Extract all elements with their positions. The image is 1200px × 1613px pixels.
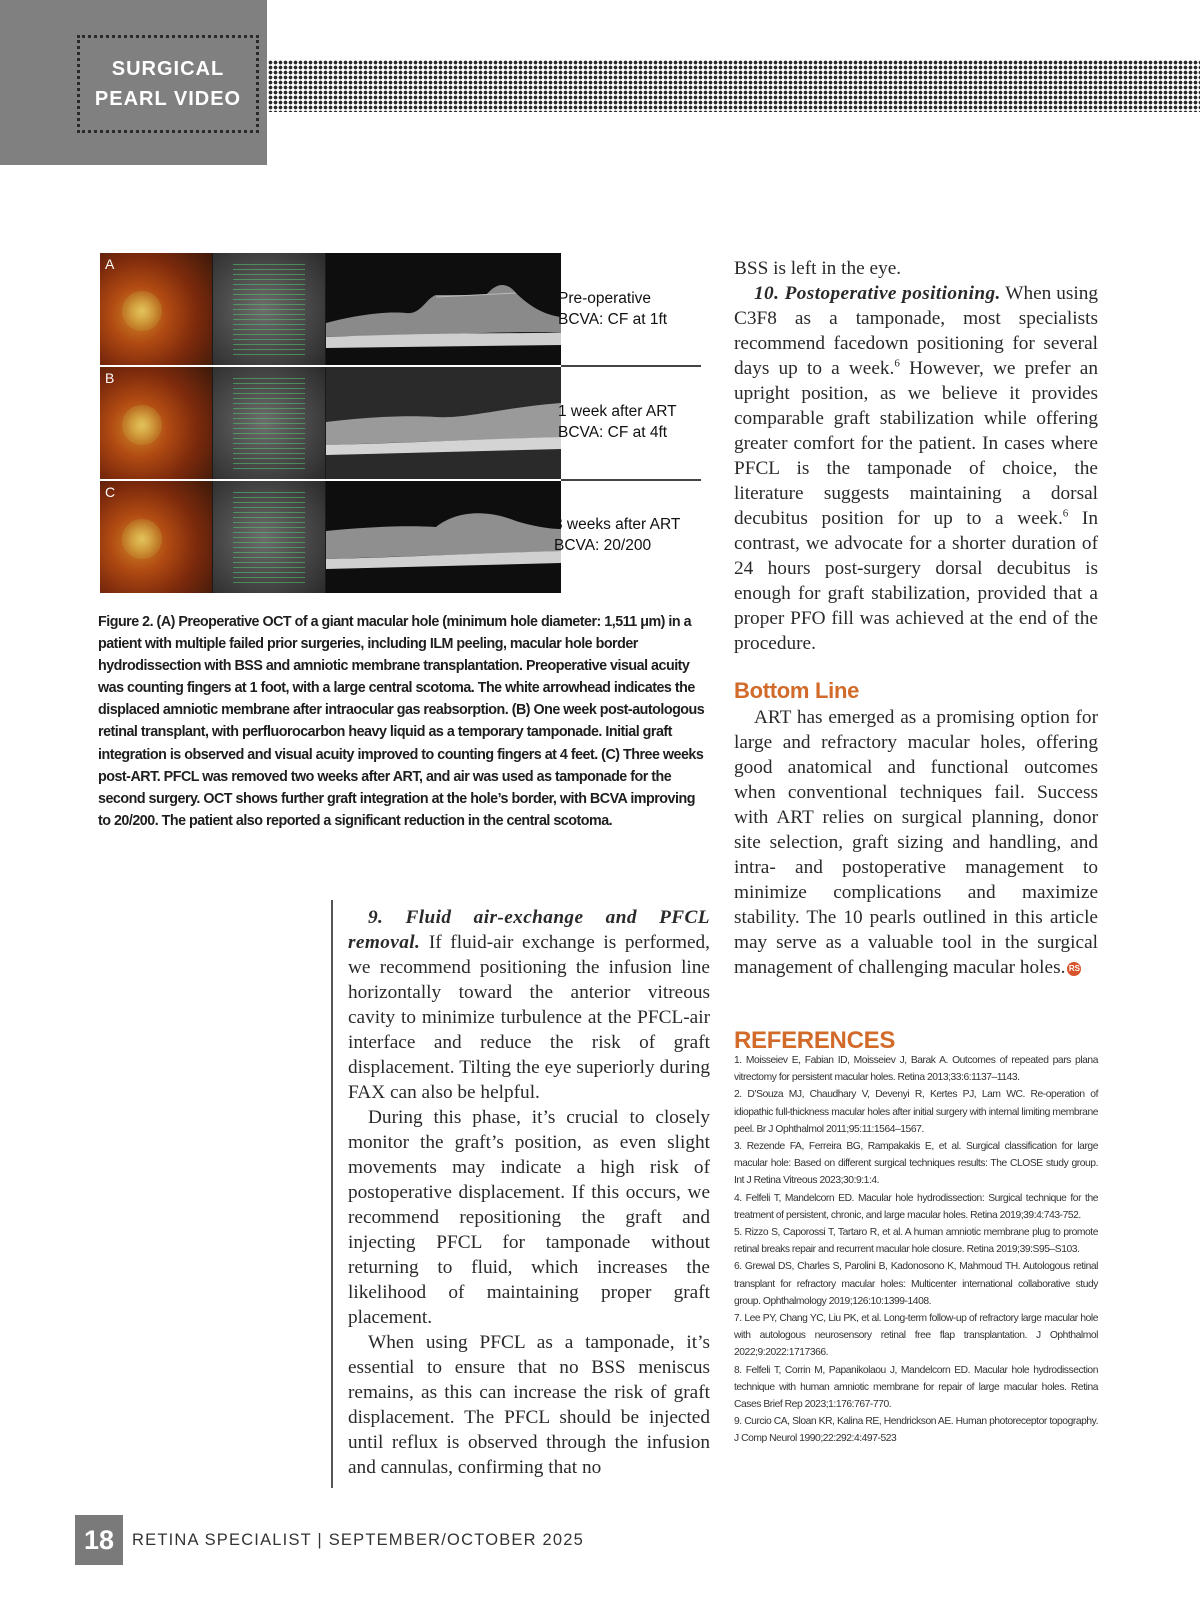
paragraph — [734, 281, 1098, 656]
panel-b-label-line1: 1 week after ART — [558, 403, 677, 420]
oct-scan-image — [326, 367, 561, 479]
infrared-scan-image — [213, 253, 325, 365]
fundus-photo — [100, 253, 212, 365]
panel-c-label — [554, 514, 680, 556]
figure-2 — [100, 253, 705, 593]
fundus-photo — [100, 481, 212, 593]
panel-b-label-line2: BCVA: CF at 4ft — [558, 424, 668, 441]
section-label-line1: SURGICAL — [111, 58, 225, 80]
reference-item: 1. Moisseiev E, Fabian ID, Moisseiev J, Barak A. Outcomes of repeated pars plana vitrectomy for persistent macular holes. Retina 2013;33:6:1137–1143. — [734, 1055, 1098, 1084]
bottom-line-heading: Bottom Line — [734, 678, 860, 703]
panel-letter: A — [105, 256, 115, 272]
reference-item: 7. Lee PY, Chang YC, Liu PK, et al. Long-term follow-up of refractory large macular hole with autologous neurosensory retinal free flap transplantation. J Ophthalmol 2022;9:2022:1717366. — [734, 1313, 1098, 1359]
panel-a-label-line1: Pre-operative — [558, 290, 652, 307]
paragraph: When using PFCL as a tamponade, it’s essential to ensure that no BSS meniscus remains, as this can increase the risk of graft displacement. The PFCL should be injected until reflux is observed through the infusion and cannulas, confirming that no — [348, 1332, 710, 1478]
panel-b-label — [558, 401, 677, 443]
paragraph: BSS is left in the eye. — [734, 258, 902, 279]
paragraph-text: ART has emerged as a promising option for large and refractory macular holes, offering good anatomical and functional outcomes when conventional techniques fail. Success with ART relies on surgical planning, donor site selection, graft sizing and handling, and intra- and postoperative management to minimize complications and maximize stability. The 10 pearls outlined in this article may serve as a valuable tool in the surgical management of challenging macular holes. — [734, 707, 1098, 978]
infrared-scan-image — [213, 367, 325, 479]
citation: 6 — [894, 357, 900, 370]
fundus-photo — [100, 367, 212, 479]
reference-item: 4. Felfeli T, Mandelcorn ED. Macular hole hydrodissection: Surgical technique for the treatment of persistent, chronic, and large macular holes. Retina 2019;39:4:743-752. — [734, 1192, 1098, 1221]
body-column-middle — [348, 905, 710, 1480]
end-mark-icon: RS — [1067, 962, 1081, 976]
references-list — [734, 1052, 1098, 1448]
infrared-scan-image — [213, 481, 325, 593]
section-label-box — [77, 35, 259, 133]
publication-footer: RETINA SPECIALIST | SEPTEMBER/OCTOBER 2025 — [132, 1531, 585, 1549]
figure-caption: Figure 2. (A) Preoperative OCT of a giant macular hole (minimum hole diameter: 1,511 μm) in a patient with multiple failed prior surgeries, including ILM peeling, macular hole border hydrodissection with BSS and amniotic membrane transplantation. Preoperative visual acuity was counting fingers at 1 foot, with a large central scotoma. The white arrowhead indicates the displaced amniotic membrane after intraocular gas reabsorption. (B) One week post-autologous retinal transplant, with perfluorocarbon heavy liquid as a temporary tamponade. Initial graft integration is observed and visual acuity improved to counting fingers at 4 feet. (C) Three weeks post-ART. PFCL was removed two weeks after ART, and air was used as tamponade for the second surgery. OCT shows further graft integration at the hole’s border, with BCVA improving to 20/200. The patient also reported a significant reduction in the central scotoma. — [98, 614, 705, 829]
paragraph-text: If fluid-air exchange is performed, we recommend positioning the infusion line horizontally toward the anterior vitreous cavity to minimize turbulence at the PFCL-air interface and reduce the risk of graft displacement. Tilting the eye superiorly during FAX can also be helpful. — [348, 932, 710, 1103]
figure-panel-b — [100, 367, 561, 479]
panel-a-label — [558, 288, 667, 330]
panel-divider — [561, 365, 701, 367]
column-rule — [331, 900, 333, 1488]
reference-item: 6. Grewal DS, Charles S, Parolini B, Kadonosono K, Mahmoud TH. Autologous retinal transplant for refractory macular holes: Multicenter international collaborative study group. Ophthalmology 2019;126:10:1399-1408. — [734, 1261, 1098, 1307]
body-column-right — [734, 256, 1098, 656]
oct-scan-image — [326, 481, 561, 593]
panel-letter: C — [105, 484, 116, 500]
citation: 6 — [1062, 507, 1069, 520]
paragraph-text: When using C3F8 as a tamponade, most specialists recommend facedown positioning for several days up to a week. — [734, 283, 1098, 379]
pearl-heading: 10. Postoperative positioning. — [754, 283, 1001, 304]
section-label-line2: PEARL VIDEO — [94, 88, 242, 110]
oct-scan-image — [326, 253, 561, 365]
reference-item: 9. Curcio CA, Sloan KR, Kalina RE, Hendrickson AE. Human photoreceptor topography. J Comp Neurol 1990;22:292:4:497-523 — [734, 1416, 1098, 1445]
panel-c-label-line2: BCVA: 20/200 — [554, 537, 652, 554]
paragraph: During this phase, it’s crucial to closely monitor the graft’s position, as even slight movements may indicate a high risk of postoperative displacement. If this occurs, we recommend repositioning the graft and injecting PFCL for tamponade without returning to fluid, which increases the likelihood of maintaining proper graft placement. — [348, 1107, 710, 1328]
paragraph — [734, 705, 1098, 980]
paragraph-text: In contrast, we advocate for a shorter duration of 24 hours post-surgery dorsal decubitus is enough for graft stabilization, provided that a proper PFO fill was achieved at the end of the procedure. — [734, 508, 1098, 654]
panel-divider — [561, 479, 701, 481]
reference-item: 3. Rezende FA, Ferreira BG, Rampakakis E, et al. Surgical classification for large macular hole: Based on different surgical techniques results: The CLOSE study group. Int J Retina Vitreous 2023;30:9:1:4. — [734, 1141, 1098, 1187]
paragraph-text: However, we prefer an upright position, as we believe it provides comparable graft stabilization while offering greater comfort for the patient. In cases where PFCL is the tamponade of choice, the literature suggests maintaining a dorsal decubitus position for up to a week. — [734, 358, 1099, 529]
panel-c-label-line1: 3 weeks after ART — [554, 516, 681, 533]
paragraph — [348, 905, 710, 1105]
bottom-line-section — [734, 705, 1098, 980]
reference-item: 2. D’Souza MJ, Chaudhary V, Devenyi R, Kertes PJ, Lam WC. Re-operation of idiopathic full-thickness macular holes after initial surgery with internal limiting membrane peel. Br J Ophthalmol 2011;95:11:1564–1567. — [734, 1089, 1098, 1135]
pearl-heading: 9. Fluid air-exchange and PFCL removal. — [348, 907, 710, 953]
page-number: 18 — [75, 1515, 123, 1565]
figure-panel-a — [100, 253, 561, 365]
reference-item: 8. Felfeli T, Corrin M, Papanikolaou J, Mandelcorn ED. Macular hole hydrodissection technique with human amniotic membrane for repair of large macular holes. Retina Cases Brief Rep 2023;1:176:767-770. — [734, 1364, 1098, 1411]
reference-item: 5. Rizzo S, Caporossi T, Tartaro R, et al. A human amniotic membrane plug to promote retinal breaks repair and recurrent macular hole closure. Retina 2019;39:S95–S103. — [734, 1227, 1098, 1256]
panel-letter: B — [105, 370, 115, 386]
panel-a-label-line2: BCVA: CF at 1ft — [558, 311, 668, 328]
dotted-banner-pattern — [268, 60, 1200, 112]
references-heading: REFERENCES — [734, 1027, 896, 1054]
figure-panel-c — [100, 481, 561, 593]
